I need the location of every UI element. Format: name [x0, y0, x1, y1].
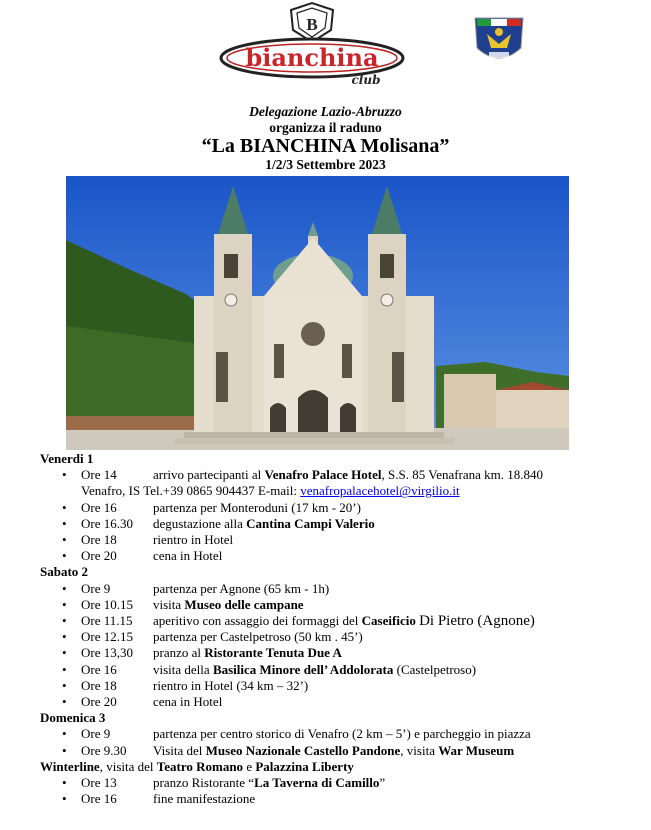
- item-time: Ore 16: [81, 661, 117, 677]
- delegation-line: Delegazione Lazio-Abruzzo: [249, 104, 402, 119]
- item-text: cena in Hotel: [153, 694, 223, 710]
- bianchina-logo-graphic: [214, 0, 410, 92]
- item-time: Ore 14: [81, 467, 117, 483]
- item-highlight: Basilica Minore dell’ Addolorata: [212, 661, 394, 677]
- item-highlight: Museo Nazionale Castello Pandone: [205, 742, 401, 758]
- item-text: Visita del: [153, 742, 206, 758]
- hotel-contact-text: Venafro, IS Tel.+39 0865 904437 E-mail:: [81, 483, 301, 499]
- item-time: Ore 9.30: [81, 742, 127, 758]
- program-item: [40, 613, 640, 629]
- item-text: aperitivo con assaggio dei formaggi del: [153, 613, 362, 629]
- program-item: [40, 467, 640, 483]
- program-item: [40, 629, 640, 645]
- item-highlight: Venafro Palace Hotel: [264, 467, 382, 483]
- day-heading-saturday: Sabato 2: [40, 564, 89, 580]
- basilica-photo: [66, 176, 569, 450]
- item-text: rientro in Hotel: [153, 532, 234, 548]
- organizes-line: organizza il raduno: [269, 120, 382, 135]
- item-time: Ore 13,30: [81, 645, 133, 661]
- item-highlight: Cantina Campi Valerio: [246, 515, 375, 531]
- item-time: Ore 16: [81, 791, 117, 807]
- program-item: [40, 662, 640, 678]
- program-item: [40, 645, 640, 661]
- program-item: [40, 516, 640, 532]
- hotel-email-link[interactable]: venafropalacehotel@virgilio.it: [300, 483, 460, 499]
- item-text: partenza per Monteroduni (17 km - 20’): [153, 499, 361, 515]
- shield-badge-icon: [471, 14, 527, 68]
- item-text-after: , S.S. 85 Venafrana km. 18.840: [381, 467, 544, 483]
- item-text: degustazione alla: [153, 515, 247, 531]
- item-time: Ore 12.15: [81, 629, 133, 645]
- program-item: [40, 694, 640, 710]
- item-text: rientro in Hotel (34 km – 32’): [153, 677, 309, 693]
- item-highlight: La Taverna di Camillo: [254, 775, 380, 791]
- logo-monogram: B: [306, 15, 318, 34]
- item-text: pranzo al: [153, 645, 205, 661]
- item-time: Ore 18: [81, 532, 117, 548]
- program-item: [40, 678, 640, 694]
- continuation-text: e: [243, 758, 256, 774]
- item-time: Ore 11.15: [81, 613, 133, 629]
- item-highlight-2: War Museum: [438, 742, 515, 758]
- program-item: [40, 532, 640, 548]
- item-time: Ore 20: [81, 694, 117, 710]
- item-text-after: (Castelpetroso): [393, 661, 477, 677]
- event-header: [0, 104, 651, 172]
- program-item: [40, 597, 640, 613]
- item-text: pranzo Ristorante “: [153, 775, 255, 791]
- item-highlight: Caseificio: [361, 613, 416, 629]
- program-item: [40, 548, 640, 564]
- program-item: [40, 743, 640, 759]
- program-item: [40, 726, 640, 742]
- item-time: Ore 13: [81, 775, 117, 791]
- event-program: [40, 451, 640, 807]
- item-time: Ore 9: [81, 726, 111, 742]
- logo-club-text: club: [351, 73, 381, 87]
- continuation-highlight: Teatro Romano: [156, 758, 244, 774]
- museum-continuation-line: [40, 759, 640, 775]
- item-time: Ore 20: [81, 548, 117, 564]
- regional-badge: [471, 14, 527, 68]
- item-text: arrivo partecipanti al: [153, 467, 265, 483]
- event-title: “La BIANCHINA Molisana”: [201, 135, 450, 157]
- hotel-contact-line: [40, 483, 640, 499]
- day-heading-sunday: Domenica 3: [40, 710, 106, 726]
- program-item: [40, 775, 640, 791]
- continuation-highlight: Palazzina Liberty: [255, 758, 354, 774]
- program-item: [40, 581, 640, 597]
- item-time: Ore 16.30: [81, 515, 133, 531]
- item-text: cena in Hotel: [153, 548, 223, 564]
- item-text-after: , visita: [400, 742, 439, 758]
- item-text: partenza per Castelpetroso (50 km . 45’): [153, 629, 363, 645]
- day-heading-friday: Venerdi 1: [40, 451, 94, 466]
- bianchina-club-logo: [214, 0, 410, 92]
- item-time: Ore 16: [81, 499, 117, 515]
- program-item: [40, 791, 640, 807]
- logo-brand-text: bianchina: [245, 43, 379, 72]
- program-item: [40, 500, 640, 516]
- item-text: visita della: [153, 661, 213, 677]
- item-text: visita: [153, 596, 185, 612]
- item-time: Ore 10.15: [81, 596, 133, 612]
- item-time: Ore 9: [81, 580, 111, 596]
- item-highlight-large: Di Pietro (Agnone): [419, 613, 535, 630]
- continuation-highlight: Winterline: [40, 758, 100, 774]
- item-text-after: ”: [379, 775, 386, 791]
- item-text: partenza per Agnone (65 km - 1h): [153, 580, 330, 596]
- item-time: Ore 18: [81, 677, 117, 693]
- continuation-text: , visita del: [99, 758, 157, 774]
- item-highlight: Ristorante Tenuta Due A: [204, 645, 342, 661]
- item-text: fine manifestazione: [153, 791, 256, 807]
- event-dates: 1/2/3 Settembre 2023: [265, 157, 386, 172]
- item-highlight: Museo delle campane: [184, 596, 304, 612]
- item-text: partenza per centro storico di Venafro (2 km – 5’) e parcheggio in piazza: [153, 726, 531, 742]
